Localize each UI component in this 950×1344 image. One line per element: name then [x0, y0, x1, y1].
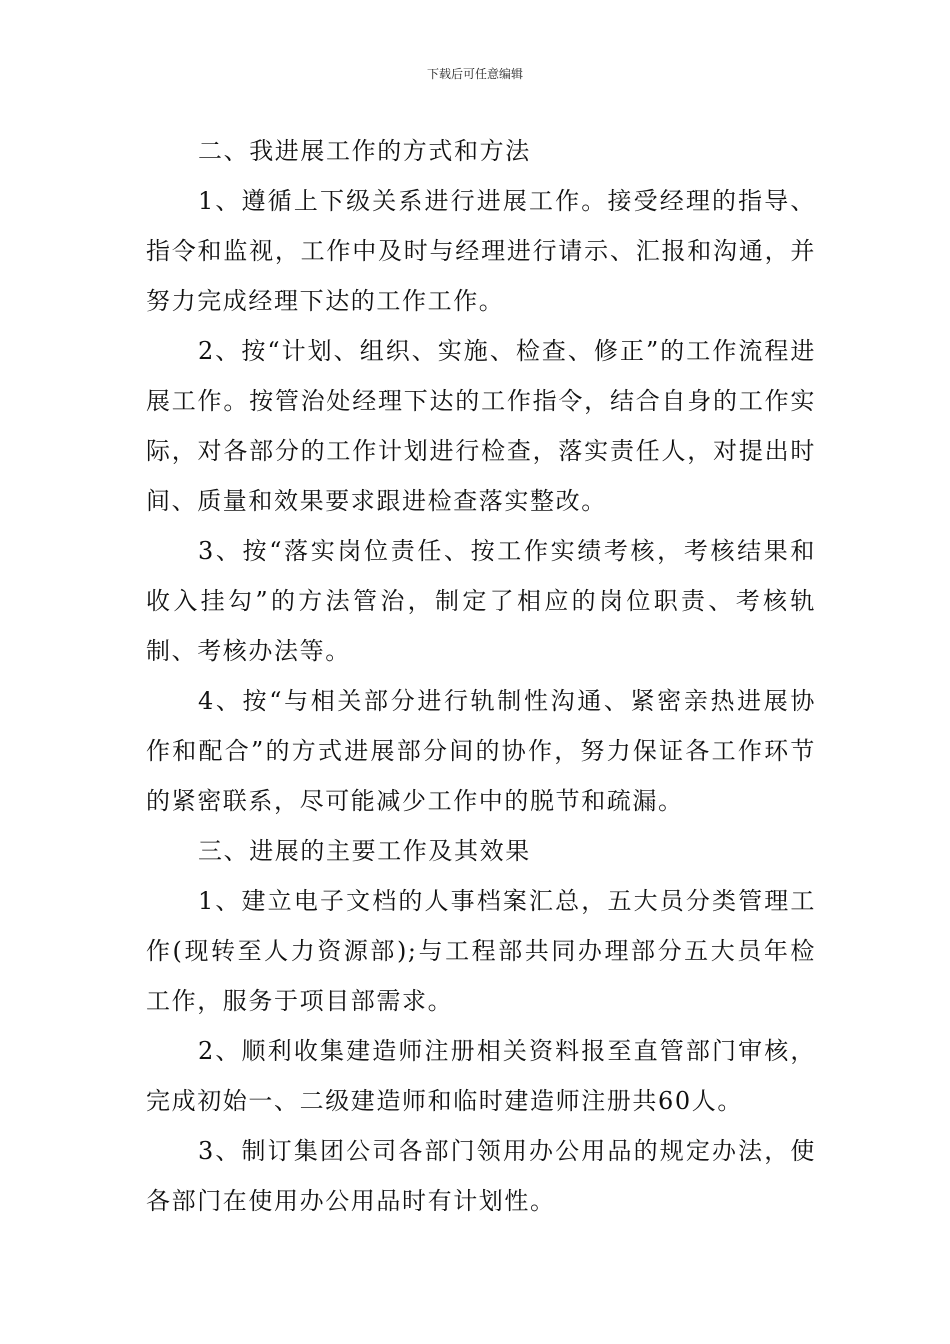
document-body — [146, 126, 816, 1226]
paragraph-item: 1、遵循上下级关系进行进展工作。接受经理的指导、指令和监视，工作中及时与经理进行请示、汇报和沟通，并努力完成经理下达的工作工作。 — [146, 187, 816, 315]
paragraph-item: 1、建立电子文档的人事档案汇总，五大员分类管理工作(现转至人力资源部);与工程部共同办理部分五大员年检工作，服务于项目部需求。 — [146, 887, 816, 1015]
paragraph-item: 2、按“计划、组织、实施、检查、修正”的工作流程进展工作。按管治处经理下达的工作指令，结合自身的工作实际，对各部分的工作计划进行检查，落实责任人，对提出时间、质量和效果要求跟进检查落实整改。 — [146, 337, 816, 515]
page-header-note: 下载后可任意编辑 — [426, 67, 523, 81]
section-heading-2: 二、我进展工作的方式和方法 — [198, 137, 531, 165]
paragraph-item: 3、按“落实岗位责任、按工作实绩考核，考核结果和收入挂勾”的方法管治，制定了相应的岗位职责、考核轨制、考核办法等。 — [146, 537, 816, 665]
paragraph-item: 3、制订集团公司各部门领用办公用品的规定办法，使各部门在使用办公用品时有计划性。 — [146, 1137, 816, 1215]
section-heading-3: 三、进展的主要工作及其效果 — [198, 837, 531, 865]
paragraph-item: 2、顺利收集建造师注册相关资料报至直管部门审核，完成初始一、二级建造师和临时建造师注册共60人。 — [146, 1037, 816, 1115]
paragraph-item: 4、按“与相关部分进行轨制性沟通、紧密亲热进展协作和配合”的方式进展部分间的协作，努力保证各工作环节的紧密联系，尽可能减少工作中的脱节和疏漏。 — [146, 687, 816, 815]
